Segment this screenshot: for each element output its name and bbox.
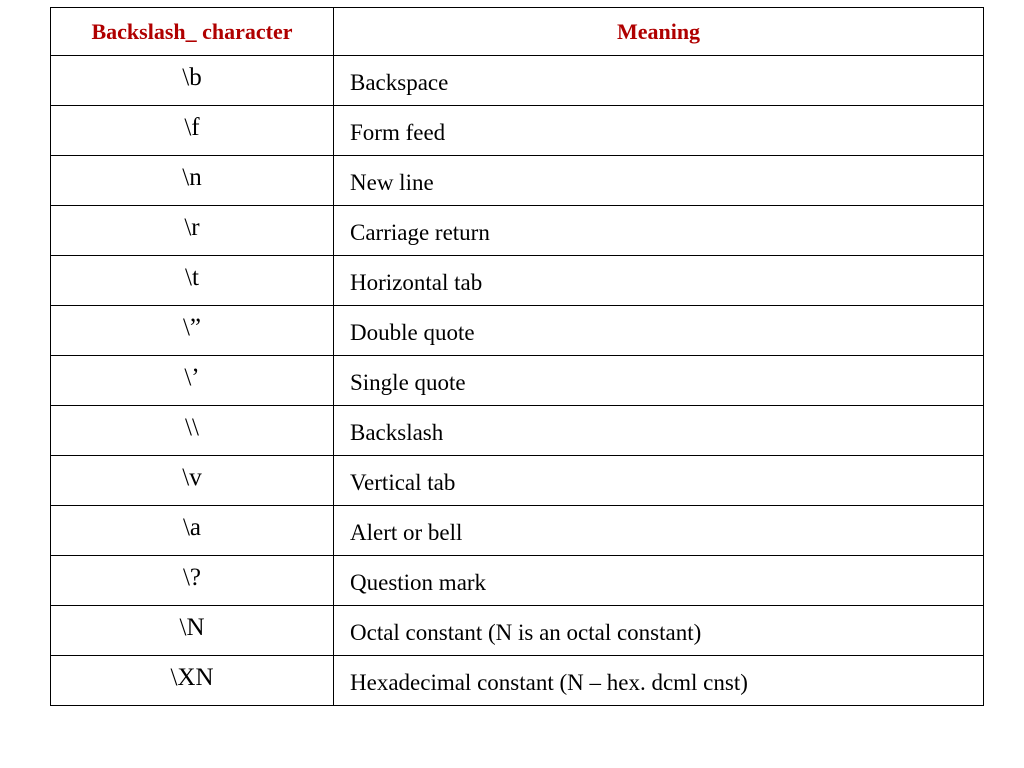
escape-char-cell	[51, 56, 334, 106]
escape-char-cell	[51, 156, 334, 206]
header-meaning: Meaning	[334, 8, 984, 56]
meaning-cell	[334, 556, 984, 606]
table-row	[51, 56, 984, 106]
meaning-text: Horizontal tab	[350, 269, 483, 295]
meaning-cell	[334, 406, 984, 456]
meaning-text: Hexadecimal constant (N – hex. dcml cnst)	[350, 669, 748, 695]
escape-char-cell	[51, 356, 334, 406]
meaning-cell	[334, 56, 984, 106]
meaning-text: Carriage return	[350, 219, 490, 245]
escape-char: \v	[182, 463, 202, 491]
escape-char: \b	[182, 63, 202, 91]
escape-char: \r	[184, 213, 200, 241]
escape-char-cell	[51, 556, 334, 606]
meaning-text: Double quote	[350, 319, 475, 345]
table-row	[51, 306, 984, 356]
meaning-cell	[334, 106, 984, 156]
table-row	[51, 256, 984, 306]
table-row	[51, 656, 984, 706]
meaning-text: Question mark	[350, 569, 487, 595]
header-row	[51, 8, 984, 56]
table-row	[51, 556, 984, 606]
meaning-text: New line	[350, 169, 434, 195]
escape-char-cell	[51, 456, 334, 506]
escape-char-cell	[51, 306, 334, 356]
table-row	[51, 406, 984, 456]
escape-char: \\	[185, 413, 199, 441]
meaning-text: Form feed	[350, 119, 446, 145]
meaning-cell	[334, 356, 984, 406]
escape-char: \XN	[170, 663, 214, 691]
table-row	[51, 356, 984, 406]
escape-char-cell	[51, 656, 334, 706]
escape-char: \”	[182, 313, 202, 341]
escape-char: \n	[182, 163, 202, 191]
table-row	[51, 506, 984, 556]
escape-char-cell	[51, 206, 334, 256]
meaning-text: Backspace	[350, 69, 449, 95]
escape-char: \N	[179, 613, 205, 641]
escape-char: \’	[184, 363, 200, 391]
table-row	[51, 156, 984, 206]
meaning-text: Vertical tab	[350, 469, 456, 495]
meaning-cell	[334, 506, 984, 556]
escape-char-cell	[51, 106, 334, 156]
escape-char-cell	[51, 406, 334, 456]
escape-char-cell	[51, 256, 334, 306]
header-character: Backslash_ character	[51, 8, 334, 56]
meaning-text: Alert or bell	[350, 519, 463, 545]
table-row	[51, 206, 984, 256]
meaning-cell	[334, 606, 984, 656]
meaning-cell	[334, 206, 984, 256]
escape-char: \f	[184, 113, 200, 141]
escape-sequence-table	[50, 7, 984, 706]
table-row	[51, 456, 984, 506]
meaning-cell	[334, 456, 984, 506]
meaning-text: Octal constant (N is an octal constant)	[350, 619, 702, 645]
meaning-cell	[334, 306, 984, 356]
table-row	[51, 606, 984, 656]
escape-char-cell	[51, 506, 334, 556]
meaning-text: Backslash	[350, 419, 444, 445]
meaning-cell	[334, 256, 984, 306]
escape-char: \t	[185, 263, 199, 291]
escape-char: \a	[182, 513, 202, 541]
escape-char-cell	[51, 606, 334, 656]
escape-char: \?	[182, 563, 202, 591]
meaning-cell	[334, 156, 984, 206]
table-row	[51, 106, 984, 156]
meaning-cell	[334, 656, 984, 706]
meaning-text: Single quote	[350, 369, 466, 395]
